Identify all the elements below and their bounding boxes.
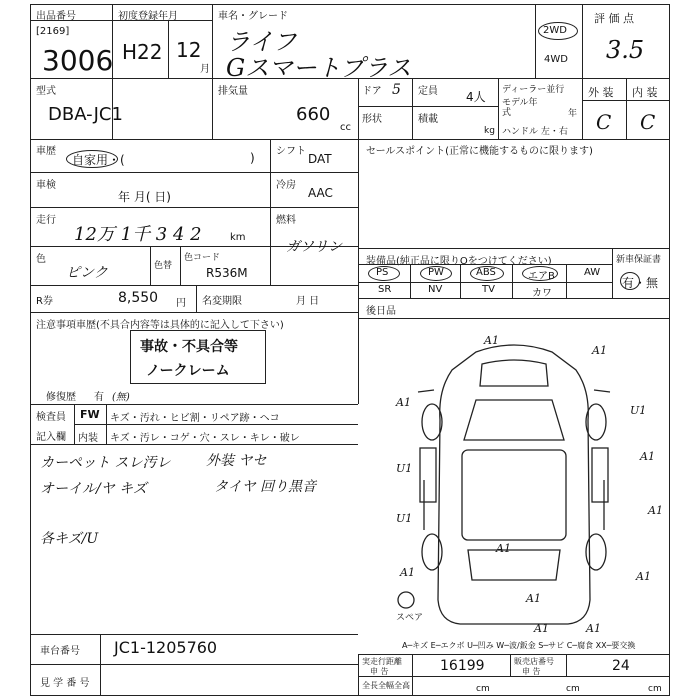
exterior-label: 外 装 bbox=[588, 86, 614, 99]
rule bbox=[180, 246, 181, 285]
damage-mark: U1 bbox=[396, 462, 413, 475]
rule bbox=[30, 207, 358, 208]
recycle-label: R券 bbox=[36, 296, 53, 307]
rule bbox=[30, 664, 358, 665]
rule bbox=[358, 106, 498, 107]
handwritten-line2: オーイル/ヤ キズ bbox=[40, 481, 147, 497]
damage-mark: A1 bbox=[526, 592, 541, 605]
new-car-label: 新車保証書 bbox=[616, 255, 662, 265]
mileage-declared-value: 16199 bbox=[440, 658, 485, 674]
sales-point-label: セールスポイント(正常に機能するものに限ります) bbox=[366, 146, 593, 157]
handwritten-line3: 各キズ/U bbox=[40, 531, 99, 547]
rule bbox=[358, 248, 670, 249]
equip-sr: SR bbox=[378, 284, 392, 295]
interior-tag: 内装 bbox=[78, 433, 98, 444]
rule bbox=[535, 4, 536, 78]
equip-nv: NV bbox=[428, 284, 443, 295]
equip-aw: AW bbox=[584, 267, 601, 278]
equipment-label: 装備品(純正品に限りOをつけてください) bbox=[366, 256, 552, 267]
damage-mark: A1 bbox=[586, 622, 601, 635]
rule bbox=[106, 404, 107, 444]
mileage-unit: km bbox=[230, 232, 246, 243]
color-value: ピンク bbox=[66, 265, 108, 281]
history-value: 自家用・( bbox=[72, 153, 125, 167]
model-label: 型式 bbox=[36, 86, 56, 97]
first-reg-label: 初度登録年月 bbox=[118, 11, 178, 22]
model-year-label: モデル年式 bbox=[502, 98, 538, 118]
damage-mark: A1 bbox=[396, 396, 411, 409]
shift-value: DAT bbox=[308, 152, 332, 166]
rule bbox=[150, 246, 151, 285]
rule bbox=[30, 285, 358, 286]
repair-value: 有 bbox=[94, 392, 104, 403]
score-value: 3.5 bbox=[606, 36, 645, 64]
repair-mark: (無) bbox=[112, 392, 130, 403]
cm-unit-1: cm bbox=[476, 684, 490, 694]
rule bbox=[30, 444, 358, 445]
rule bbox=[30, 404, 358, 405]
rule bbox=[358, 264, 612, 265]
name-label: 車名・グレード bbox=[218, 11, 288, 22]
dimensions-label: 全長全幅全高 bbox=[362, 681, 410, 690]
dealer-number-value: 24 bbox=[612, 658, 630, 674]
damage-mark: A1 bbox=[640, 450, 655, 463]
damage-mark: A1 bbox=[496, 542, 511, 555]
fw-items: キズ・汚れ・ヒビ割・リペア跡・ヘコ bbox=[110, 413, 280, 424]
rule bbox=[30, 312, 358, 313]
rule bbox=[358, 298, 670, 299]
damage-mark: A1 bbox=[592, 344, 607, 357]
handwritten-line1b: 外装 ヤセ bbox=[206, 453, 267, 469]
new-car-value: 有・無 bbox=[622, 276, 659, 290]
rule bbox=[270, 139, 271, 285]
rule bbox=[612, 248, 613, 298]
rule bbox=[512, 264, 513, 298]
rule bbox=[510, 654, 511, 676]
handwritten-line2b: タイヤ 回り黒音 bbox=[214, 479, 317, 495]
capacity-label: 定員 bbox=[418, 86, 438, 97]
cm-unit-2: cm bbox=[566, 684, 580, 694]
mileage-declared-label2: 申 告 bbox=[370, 667, 389, 676]
color-code-label: 色コード bbox=[184, 253, 221, 263]
mileage-label: 走行 bbox=[36, 215, 56, 226]
spare-label: スペア bbox=[396, 613, 424, 623]
door-value: 5 bbox=[392, 82, 401, 98]
rule bbox=[358, 654, 670, 655]
history-label: 車歴 bbox=[36, 146, 56, 157]
stamp-line1: 事故・不具合等 bbox=[140, 339, 238, 355]
mileage-value: 12万 1千 3 4 2 bbox=[74, 224, 202, 245]
rule bbox=[412, 78, 413, 139]
inspector-label2: 記入欄 bbox=[36, 432, 66, 443]
rule bbox=[196, 285, 197, 312]
equip-airbag: エアB bbox=[528, 271, 555, 282]
rule bbox=[30, 172, 358, 173]
interior-label: 内 装 bbox=[632, 86, 658, 99]
equip-ps: PS bbox=[376, 267, 389, 278]
post-label: 後日品 bbox=[366, 306, 396, 317]
chassis-label: 車台番号 bbox=[40, 646, 80, 657]
rule bbox=[74, 404, 75, 444]
car-name: ライフ bbox=[226, 28, 297, 56]
dealer-label: ディーラー並行 bbox=[502, 85, 565, 95]
equip-pw: PW bbox=[428, 267, 444, 278]
repair-label: 修復歴 bbox=[46, 392, 76, 403]
damage-legend: A─キズ E─エクボ U─凹み W─波/鈑金 S─サビ C─腐食 XX─要交換 bbox=[402, 641, 636, 650]
rule bbox=[498, 78, 499, 139]
fw-label: FW bbox=[80, 408, 100, 421]
rule bbox=[626, 78, 627, 139]
rule bbox=[582, 4, 583, 139]
color-label: 色 bbox=[36, 254, 46, 265]
damage-mark: A1 bbox=[534, 622, 549, 635]
inspection-label: 車検 bbox=[36, 180, 56, 191]
rule bbox=[358, 78, 359, 139]
ac-value: AAC bbox=[308, 186, 333, 200]
fuel-value: ガソリン bbox=[286, 239, 342, 255]
load-unit: kg bbox=[484, 126, 495, 136]
rule bbox=[30, 139, 670, 140]
rule bbox=[412, 654, 413, 696]
capacity-value: 4人 bbox=[466, 90, 486, 104]
displacement-unit: cc bbox=[340, 122, 351, 133]
rule bbox=[566, 264, 567, 298]
door-label: ドア bbox=[362, 86, 382, 97]
rule bbox=[212, 4, 213, 139]
name-change-label: 名変期限 bbox=[202, 296, 242, 307]
score-label: 評 価 点 bbox=[594, 12, 634, 25]
damage-mark: A1 bbox=[484, 334, 499, 347]
notes-label: 注意事項車歴(不具合内容等は具体的に記入して下さい) bbox=[36, 320, 284, 331]
history-close: ) bbox=[250, 151, 255, 165]
drive-2wd: 2WD bbox=[543, 25, 567, 36]
cm-unit-3: cm bbox=[648, 684, 662, 694]
shift-label: シフト bbox=[276, 146, 306, 157]
mileage-declared-label1: 実走行距離 bbox=[362, 657, 402, 666]
lot-number: 3006 bbox=[42, 44, 114, 77]
inspection-text: 年 月( 日) bbox=[118, 190, 171, 204]
interior-value: C bbox=[640, 110, 656, 134]
displacement-value: 660 bbox=[296, 104, 331, 125]
month-value: 12 bbox=[176, 38, 202, 62]
rule bbox=[460, 264, 461, 298]
ac-label: 冷房 bbox=[276, 180, 296, 191]
rule bbox=[30, 634, 358, 635]
grade: Gスマートプラス bbox=[226, 54, 412, 82]
lot-label: 出品番号 bbox=[36, 11, 76, 22]
new-car-circle bbox=[620, 272, 640, 290]
rule bbox=[74, 424, 358, 425]
rule bbox=[100, 634, 101, 696]
shape-label: 形状 bbox=[362, 114, 382, 125]
rule bbox=[358, 282, 612, 283]
dealer-number-label1: 販売店番号 bbox=[514, 657, 554, 666]
equip-tv: TV bbox=[482, 284, 495, 295]
handle-label: ハンドル 左・右 bbox=[502, 127, 568, 137]
inspector-label1: 検査員 bbox=[36, 412, 66, 423]
equip-leather: カワ bbox=[532, 288, 552, 299]
recycle-unit: 円 bbox=[176, 298, 186, 309]
lot-sub: [2169] bbox=[36, 26, 70, 37]
fuel-label: 燃料 bbox=[276, 215, 296, 226]
chassis-value: JC1-1205760 bbox=[114, 638, 218, 657]
rule bbox=[168, 20, 169, 78]
rule bbox=[358, 654, 359, 696]
recycle-value: 8,550 bbox=[118, 290, 159, 306]
stamp-line2: ノークレーム bbox=[146, 363, 230, 379]
color-change-label: 色替 bbox=[154, 261, 173, 271]
equip-abs: ABS bbox=[476, 267, 496, 278]
dealer-number-label2: 申 告 bbox=[522, 667, 541, 676]
load-label: 積載 bbox=[418, 114, 438, 125]
damage-mark: A1 bbox=[648, 504, 663, 517]
model-year-unit: 年 bbox=[568, 109, 578, 119]
displacement-label: 排気量 bbox=[218, 86, 248, 97]
drive-4wd: 4WD bbox=[544, 54, 568, 65]
month-unit: 月 bbox=[200, 64, 210, 75]
damage-mark: U1 bbox=[630, 404, 647, 417]
color-code-value: R536M bbox=[206, 266, 248, 280]
rule bbox=[410, 264, 411, 298]
name-change-text: 月 日 bbox=[296, 296, 320, 307]
rule bbox=[566, 654, 567, 676]
model-value: DBA-JC1 bbox=[48, 104, 123, 125]
car-diagram bbox=[358, 330, 670, 630]
exterior-value: C bbox=[596, 110, 612, 134]
damage-mark: A1 bbox=[636, 570, 651, 583]
era-year: H22 bbox=[122, 40, 163, 64]
interior-items: キズ・汚レ・コゲ・穴・スレ・キレ・破レ bbox=[110, 433, 300, 444]
damage-mark: U1 bbox=[396, 512, 413, 525]
rule bbox=[358, 676, 670, 677]
damage-mark: A1 bbox=[400, 566, 415, 579]
handwritten-line1: カーペット スレ汚レ bbox=[40, 455, 171, 471]
rule bbox=[358, 318, 670, 319]
memo-label: 見 学 番 号 bbox=[40, 678, 90, 689]
